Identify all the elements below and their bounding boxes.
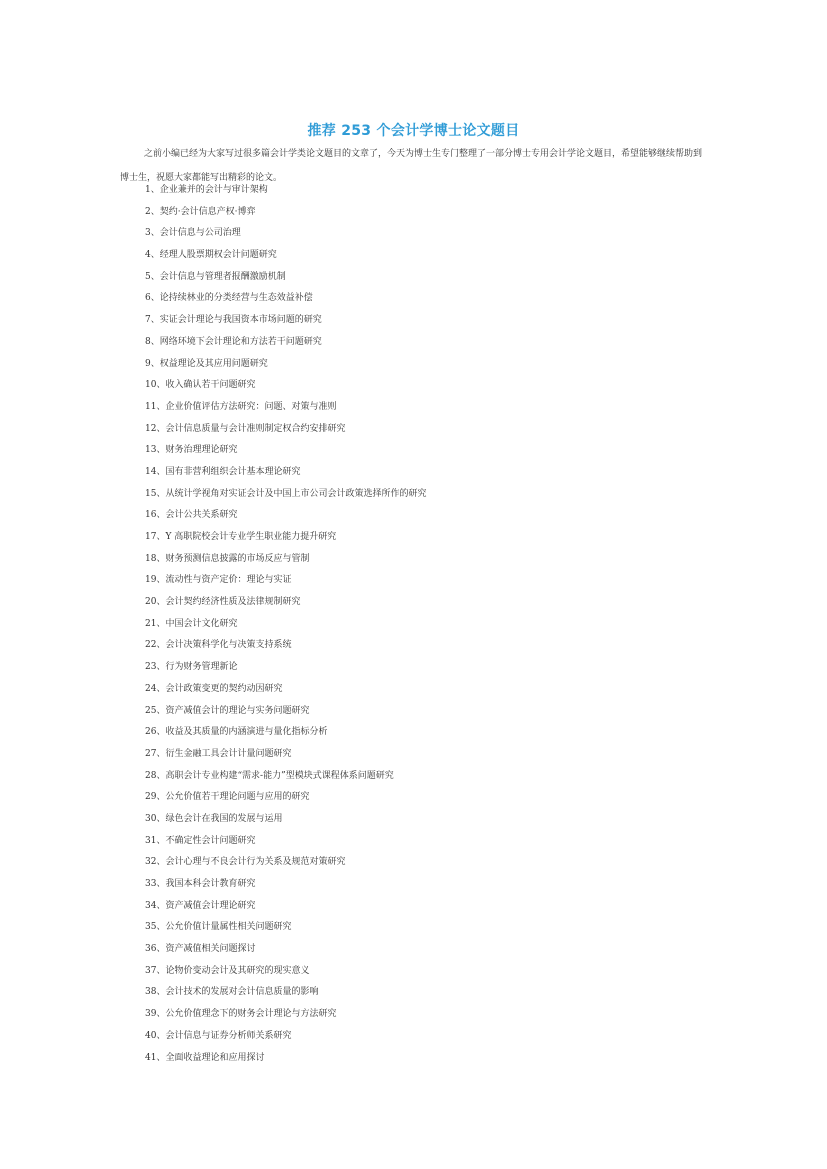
list-item: 4、经理人股票期权会计问题研究	[145, 250, 277, 261]
list-item: 5、会计信息与管理者报酬激励机制	[145, 271, 286, 282]
list-item: 18、财务预测信息披露的市场反应与管制	[145, 553, 310, 564]
list-item: 40、会计信息与证券分析师关系研究	[145, 1030, 292, 1041]
list-item: 8、网络环境下会计理论和方法若干问题研究	[145, 336, 322, 347]
topic-list	[145, 180, 426, 1069]
list-item: 25、资产减值会计的理论与实务问题研究	[145, 705, 310, 716]
list-item: 20、会计契约经济性质及法律规制研究	[145, 597, 301, 608]
list-item: 36、资产减值相关问题探讨	[145, 944, 256, 955]
list-item: 19、流动性与资产定价：理论与实证	[145, 575, 292, 586]
list-item: 12、会计信息质量与会计准则制定权合约安排研究	[145, 423, 346, 434]
list-item: 22、会计决策科学化与决策支持系统	[145, 640, 292, 651]
intro-paragraph: 之前小编已经为大家写过很多篇会计学类论文题目的文章了，今天为博士生专门整理了一部分博士专用会计学论文题目，希望能够继续帮助到博士生，祝愿大家都能写出精彩的论文。	[120, 149, 703, 183]
list-item: 30、绿色会计在我国的发展与运用	[145, 813, 283, 824]
list-item: 31、不确定性会计问题研究	[145, 835, 256, 846]
list-item: 3、会计信息与公司治理	[145, 228, 241, 239]
list-item: 2、契约·会计信息产权·博弈	[145, 206, 256, 217]
list-item: 10、收入确认若干问题研究	[145, 380, 256, 391]
document-title: 推荐 253 个会计学博士论文题目	[307, 123, 520, 139]
list-item: 38、会计技术的发展对会计信息质量的影响	[145, 987, 319, 998]
list-item: 14、国有非营利组织会计基本理论研究	[145, 466, 301, 477]
list-item: 27、衍生金融工具会计计量问题研究	[145, 748, 292, 759]
list-item: 9、权益理论及其应用问题研究	[145, 358, 268, 369]
list-item: 39、公允价值理念下的财务会计理论与方法研究	[145, 1009, 337, 1020]
list-item: 17、Y 高职院校会计专业学生职业能力提升研究	[145, 532, 337, 542]
list-item: 24、会计政策变更的契约动因研究	[145, 683, 283, 694]
list-item: 13、财务治理理论研究	[145, 445, 238, 456]
list-item: 15、从统计学视角对实证会计及中国上市公司会计政策选择所作的研究	[145, 488, 427, 499]
list-item: 35、公允价值计量属性相关问题研究	[145, 922, 292, 933]
list-item: 16、会计公共关系研究	[145, 510, 238, 521]
list-item: 6、论持续林业的分类经营与生态效益补偿	[145, 293, 313, 304]
list-item: 34、资产减值会计理论研究	[145, 900, 256, 911]
list-item: 21、中国会计文化研究	[145, 618, 238, 629]
list-item: 26、收益及其质量的内涵演进与量化指标分析	[145, 727, 328, 738]
list-item: 28、高职会计专业构建“需求-能力”型模块式课程体系问题研究	[145, 770, 394, 781]
list-item: 23、行为财务管理新论	[145, 662, 238, 673]
list-item: 29、公允价值若干理论问题与应用的研究	[145, 792, 310, 803]
list-item: 33、我国本科会计教育研究	[145, 879, 256, 889]
list-item: 41、全面收益理论和应用探讨	[145, 1052, 265, 1063]
list-item: 37、论物价变动会计及其研究的现实意义	[145, 965, 310, 976]
list-item: 7、实证会计理论与我国资本市场问题的研究	[145, 315, 322, 326]
list-item: 1、企业兼并的会计与审计架构	[145, 185, 268, 195]
list-item: 11、企业价值评估方法研究：问题、对策与准则	[145, 401, 337, 412]
list-item: 32、会计心理与不良会计行为关系及规范对策研究	[145, 857, 346, 868]
